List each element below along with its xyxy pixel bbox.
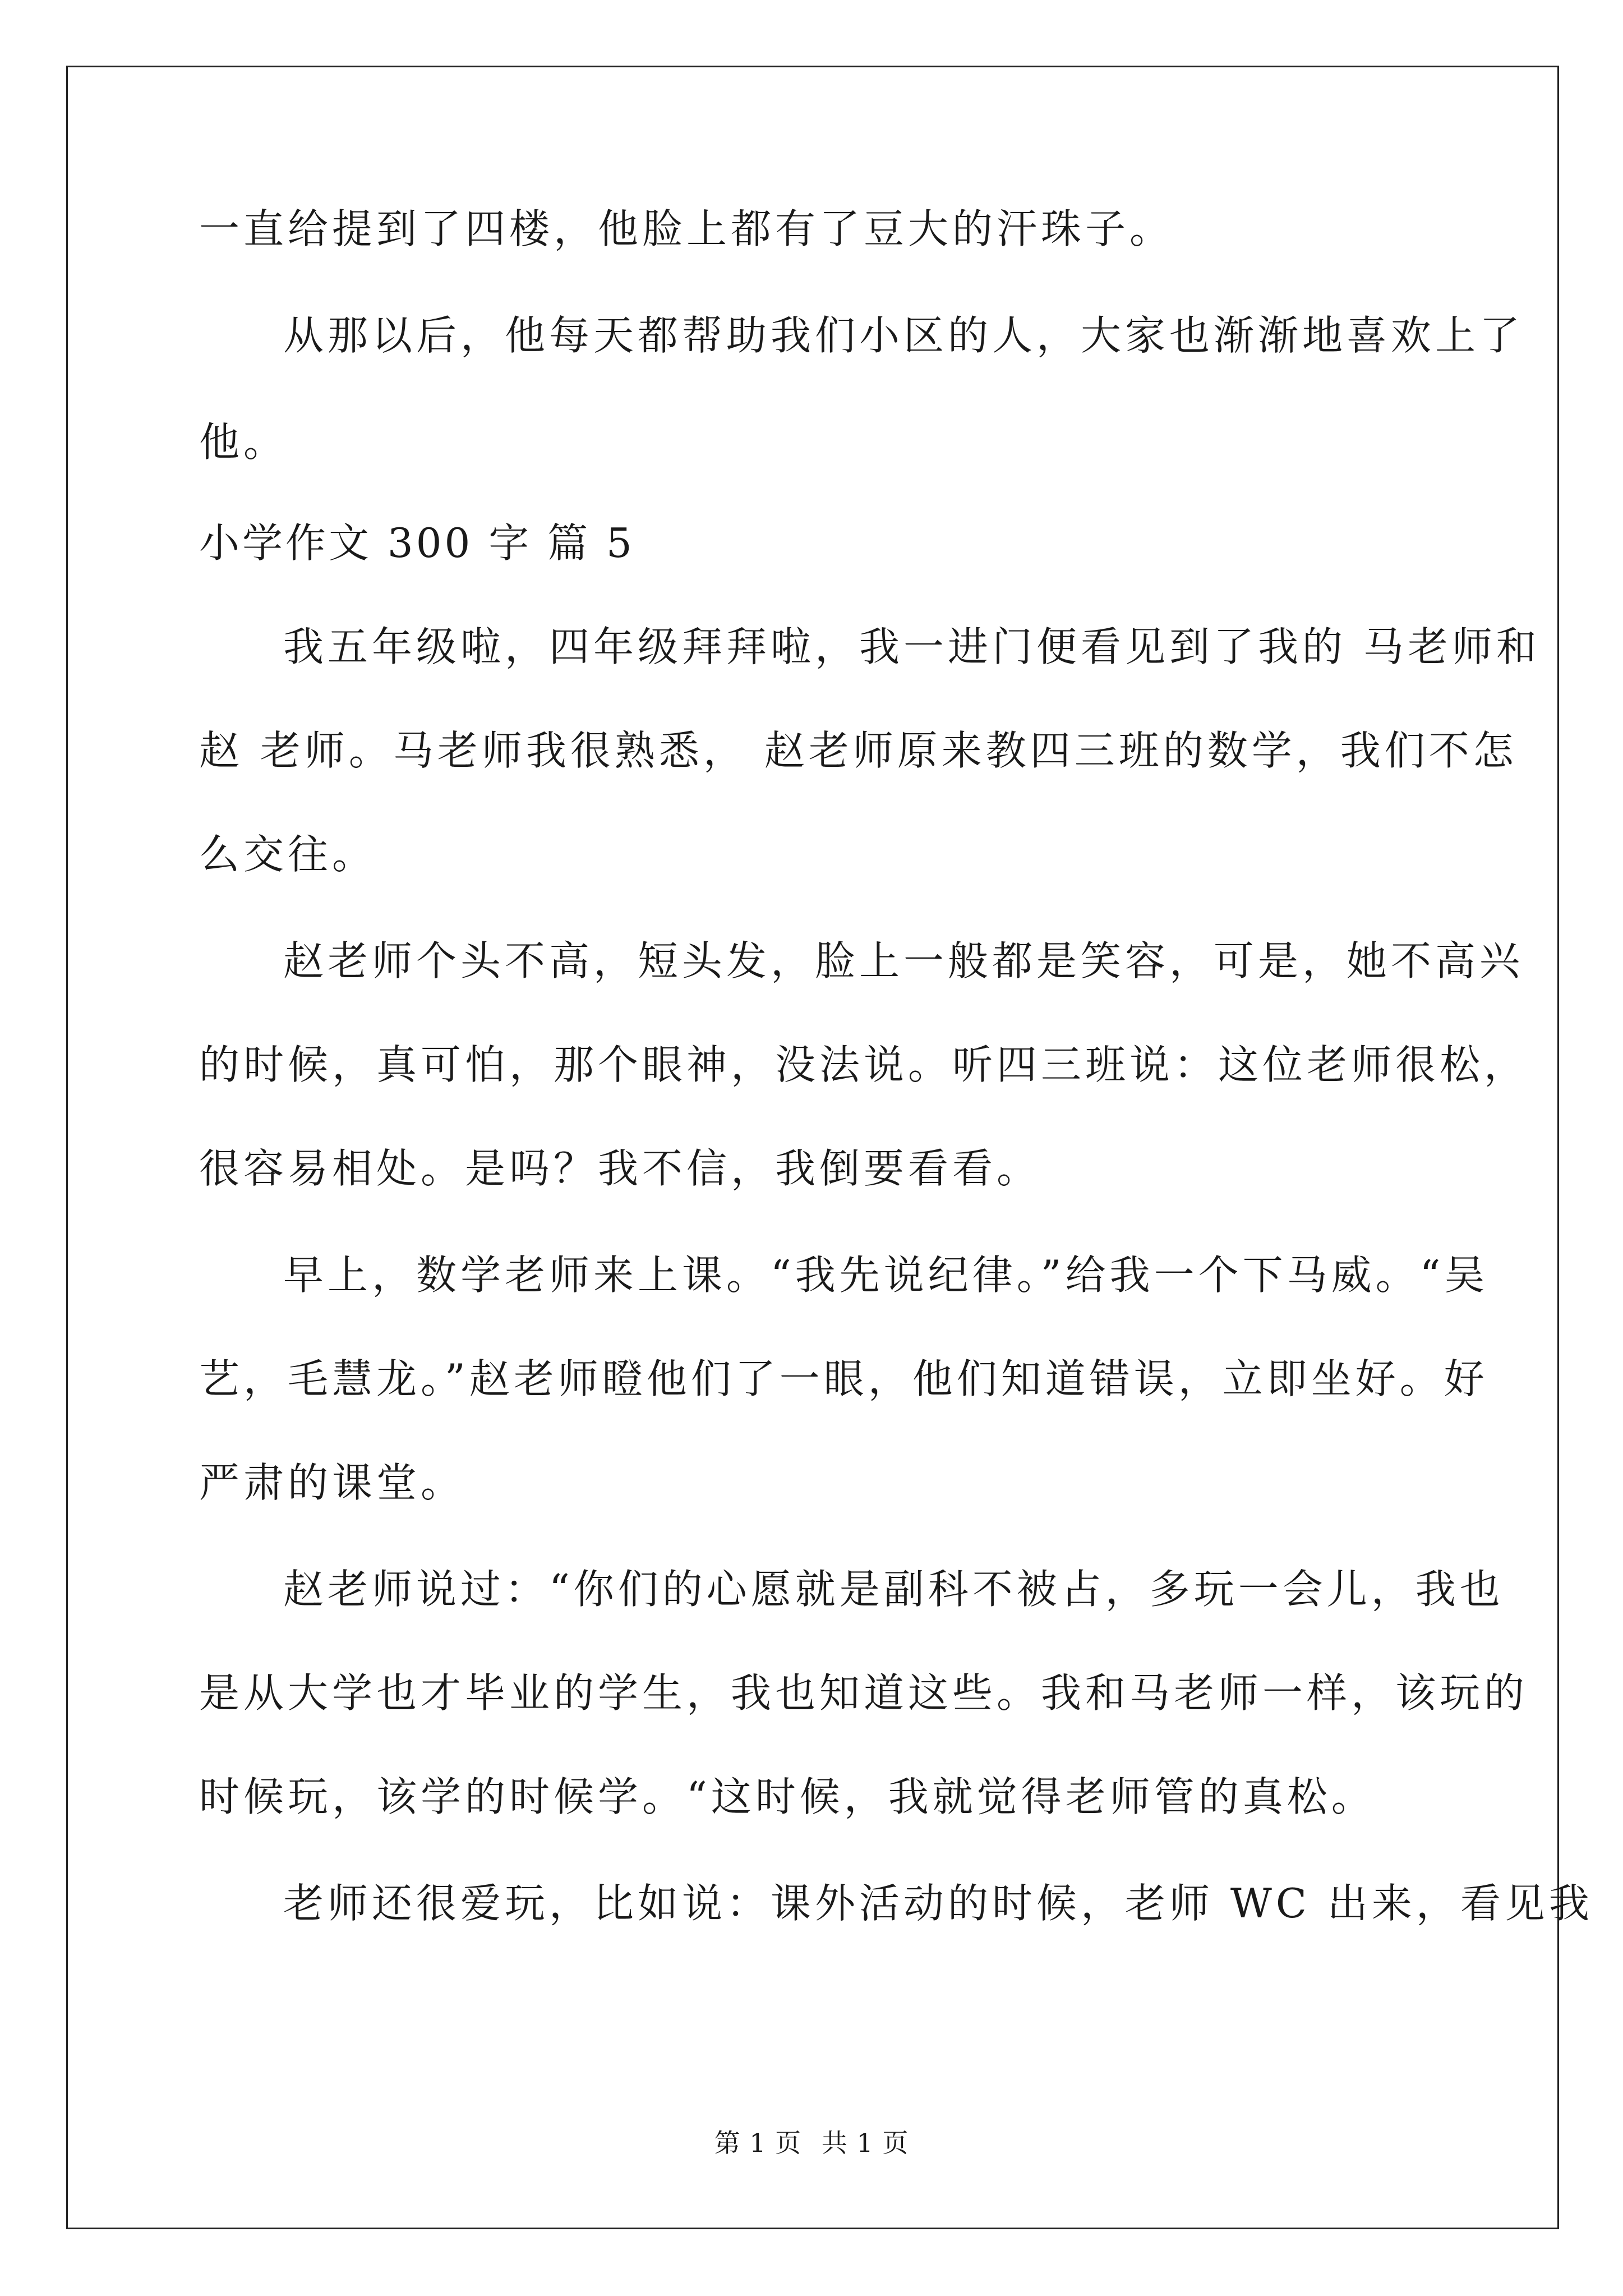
paragraph-start-line: 我五年级啦，四年级拜拜啦，我一进门便看见到了我的 马老师和 bbox=[283, 623, 1541, 670]
paragraph-start-line: 赵老师个头不高，短头发，脸上一般都是笑容，可是，她不高兴 bbox=[283, 937, 1524, 984]
text-line-6: 赵 老师。马老师我很熟悉， 赵老师原来教四三班的数学，我们不怎 bbox=[199, 727, 1518, 774]
paragraph-start-line: 早上，数学老师来上课。“我先说纪律。”给我一个下马威。“吴 bbox=[283, 1251, 1489, 1299]
text-line-1: 一直给提到了四楼，他脸上都有了豆大的汗珠子。 bbox=[199, 205, 1174, 252]
text-line-16: 时候玩，该学的时候学。“这时候，我就觉得老师管的真松。 bbox=[199, 1773, 1376, 1820]
text-line-10: 很容易相处。是吗？我不信，我倒要看看。 bbox=[199, 1145, 1041, 1192]
paragraph-start-line: 从那以后，他每天都帮助我们小区的人，大家也渐渐地喜欢上了 bbox=[283, 312, 1524, 359]
page-number: 第 1 页 bbox=[714, 2128, 802, 2158]
text-line-15: 是从大学也才毕业的学生，我也知道这些。我和马老师一样，该玩的 bbox=[199, 1669, 1529, 1717]
text-line-13: 严肃的课堂。 bbox=[199, 1459, 465, 1506]
paragraph-start-line: 赵老师说过：“你们的心愿就是副科不被占，多玩一会儿，我也 bbox=[283, 1566, 1504, 1613]
text-line-12: 艺，毛慧龙。”赵老师瞪他们了一眼，他们知道错误，立即坐好。好 bbox=[199, 1355, 1488, 1402]
text-line-9: 的时候，真可怕，那个眼神，没法说。听四三班说：这位老师很松， bbox=[199, 1041, 1529, 1088]
text-line-3: 他。 bbox=[199, 418, 288, 466]
paragraph-start-line: 老师还很爱玩，比如说：课外活动的时候，老师 WC 出来，看见我 bbox=[283, 1880, 1593, 1927]
page-footer bbox=[0, 2126, 1623, 2160]
text-line-7: 么交往。 bbox=[199, 831, 377, 878]
page-total: 共 1 页 bbox=[821, 2128, 909, 2158]
section-heading: 小学作文 300 字 篇 5 bbox=[199, 519, 635, 567]
